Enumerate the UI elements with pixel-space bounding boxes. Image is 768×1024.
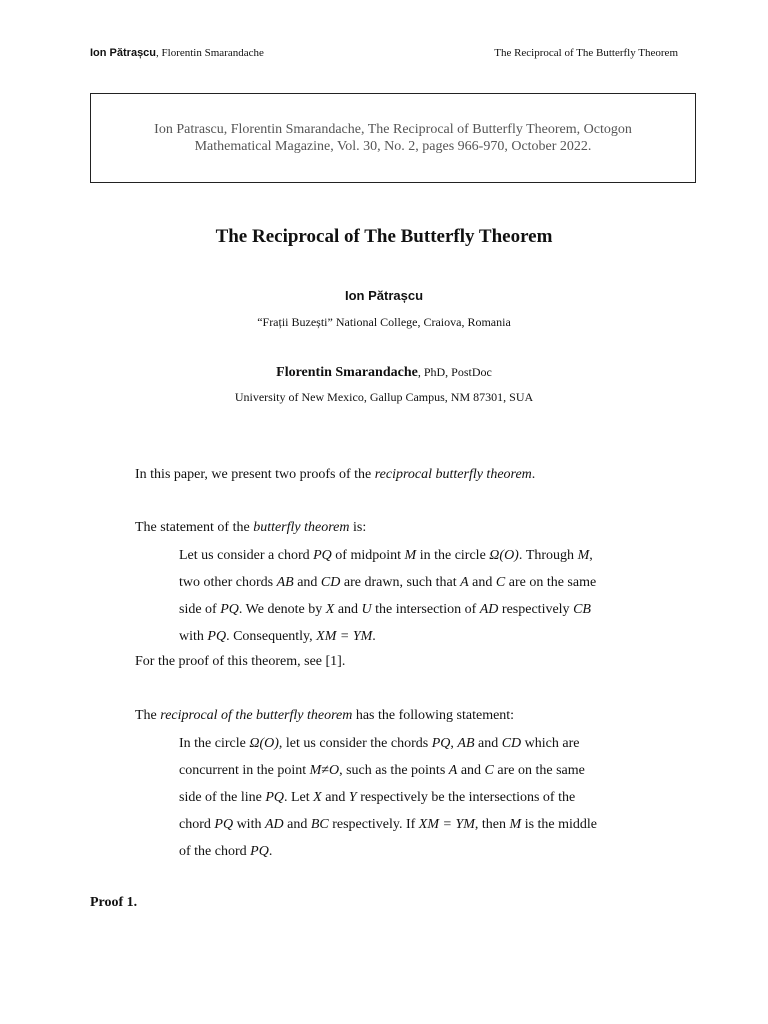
author1-name: Ion Pătrașcu [344,288,424,303]
proof-reference: For the proof of this theorem, see [1]. [135,654,346,669]
reciprocal-intro [135,708,514,724]
statement-intro-text: The statement of the [135,520,254,535]
header-author-bold: Ion Pătrașcu [90,47,157,59]
statement-intro-italic: butterfly theorem [253,520,350,535]
reciprocal-intro-italic: reciprocal of the butterfly theorem [160,708,353,723]
statement-intro [135,520,366,536]
statement-line: chord PQ with AD and BC respectively. If XM = YM, then M is the middle [179,817,598,832]
proof-1-heading: Proof 1. [90,895,138,910]
statement-line: side of PQ. We denote by X and U the intersection of AD respectively CB [179,602,591,617]
author2-degrees: , PhD, PostDoc [417,365,492,379]
statement-line: Let us consider a chord PQ of midpoint M in the circle Ω(O). Through M, [179,548,593,563]
header-author-rest: , Florentin Smarandache [156,47,264,59]
statement-intro-end: is: [349,520,367,535]
running-header-title: The Reciprocal of The Butterfly Theorem [494,47,678,59]
reciprocal-intro-text: The [135,708,161,723]
statement-line: two other chords AB and CD are drawn, such that A and C are on the same [179,575,597,590]
intro-italic: reciprocal butterfly theorem [374,467,532,482]
statement-line: concurrent in the point M≠O, such as the points A and C are on the same [179,763,585,778]
reciprocal-intro-end: has the following statement: [352,708,515,723]
intro-text: In this paper, we present two proofs of the [135,467,375,482]
reciprocal-theorem-statement [179,730,624,865]
citation-text [154,121,632,155]
intro-paragraph [135,467,535,483]
statement-line: side of the line PQ. Let X and Y respectively be the intersections of the [179,790,576,805]
butterfly-theorem-statement [179,542,624,650]
statement-line: with PQ. Consequently, XM = YM. [179,629,376,644]
citation-box [90,93,696,183]
running-header-authors [90,47,264,59]
citation-line-2: Mathematical Magazine, Vol. 30, No. 2, pages 966-970, October 2022. [194,139,592,154]
paper-title: The Reciprocal of The Butterfly Theorem [215,226,553,247]
author2-affiliation: University of New Mexico, Gallup Campus, NM 87301, SUA [234,390,534,404]
citation-line-1: Ion Patrascu, Florentin Smarandache, The Reciprocal of Butterfly Theorem, Octogon [154,122,632,137]
intro-end: . [531,467,536,482]
author1-affiliation: “Frații Buzești” National College, Craiova, Romania [257,315,511,329]
statement-line: In the circle Ω(O), let us consider the chords PQ, AB and CD which are [179,736,580,751]
author2-line [0,365,768,381]
author2-name: Florentin Smarandache [276,365,418,380]
statement-line: of the chord PQ. [179,844,273,859]
